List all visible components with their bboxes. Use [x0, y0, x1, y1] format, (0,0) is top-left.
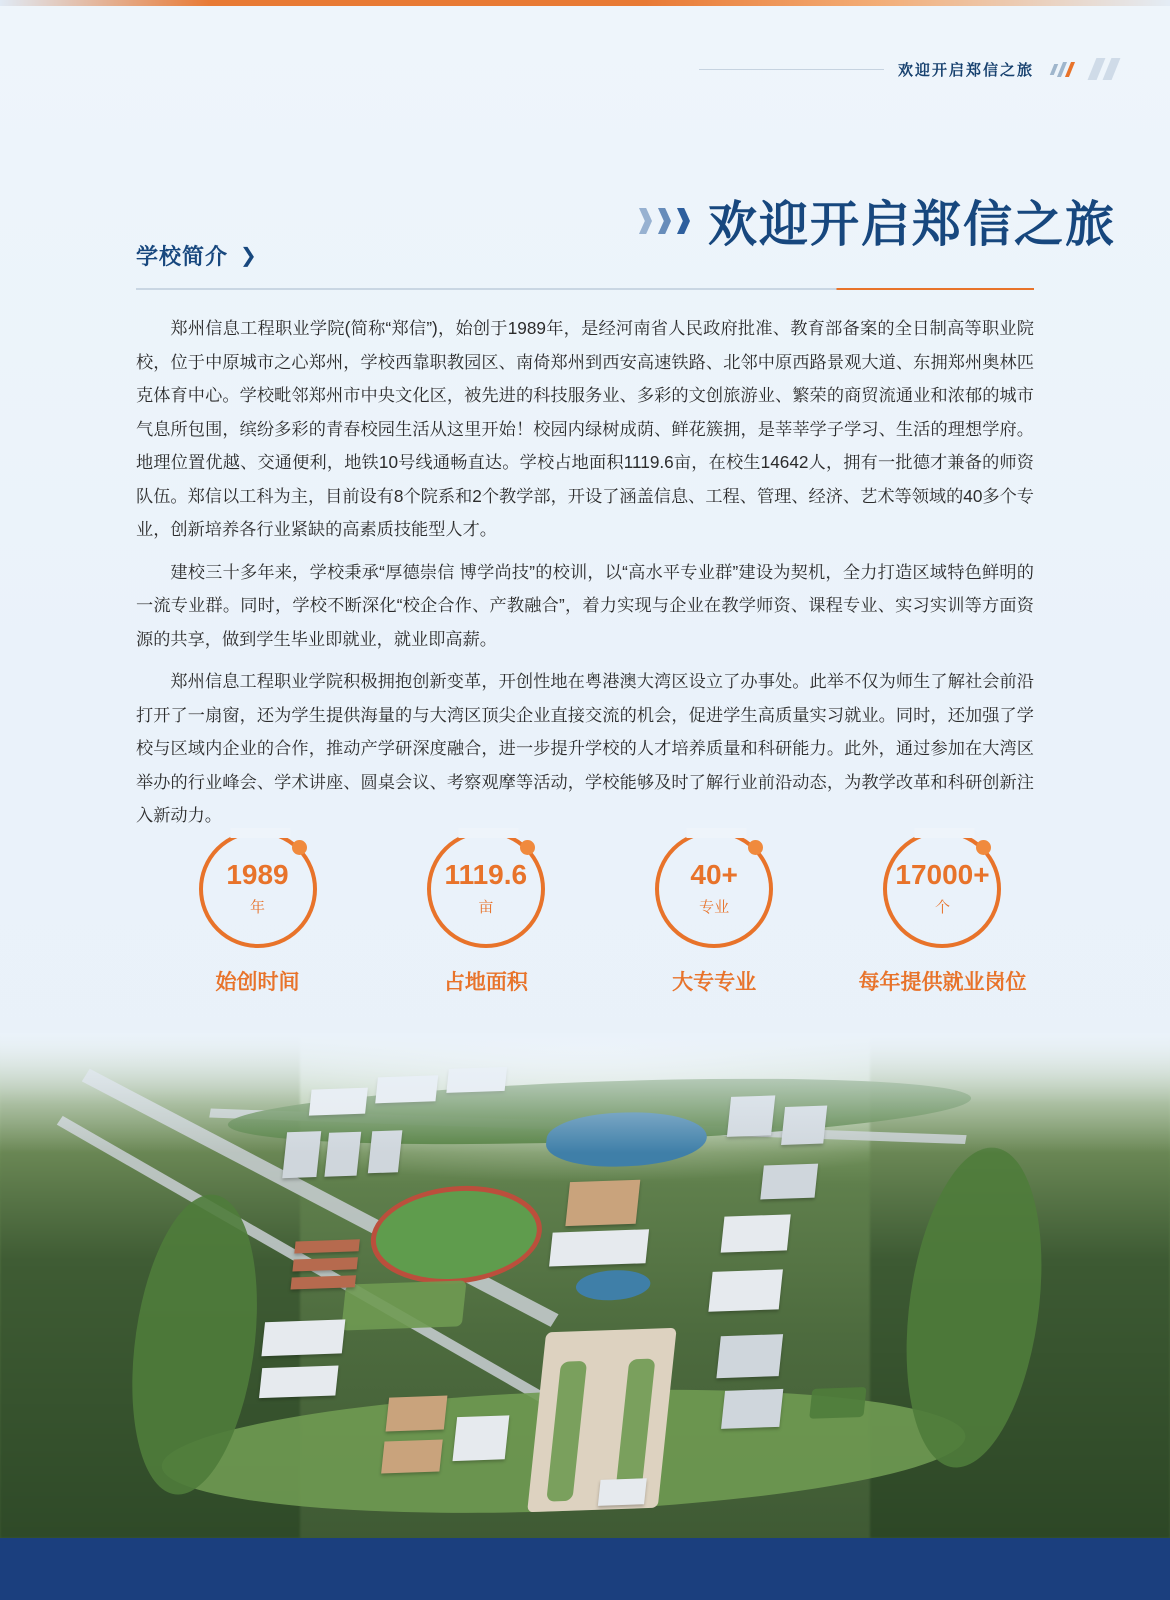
paragraph: 郑州信息工程职业学院积极拥抱创新变革，开创性地在粤港澳大湾区设立了办事处。此举不仅为师生了解社会前沿打开了一扇窗，还为学生提供海量的与大湾区顶尖企业直接交流的机会，促进学生高质量实习就业。同时，还加强了学校与区域内企业的合作，推动产学研深度融合，进一步提升学校的人才培养质量和科研能力。此外，通过参加在大湾区举办的行业峰会、学术讲座、圆桌会议、考察观摩等活动，学校能够及时了解行业前沿动态，为教学改革和科研创新注入新动力。 — [136, 671, 1034, 825]
stat-dot-icon — [520, 840, 535, 855]
stat-value: 17000+ — [895, 859, 990, 890]
building — [549, 1229, 649, 1266]
stats-row — [150, 830, 1050, 996]
stat-dot-icon — [292, 840, 307, 855]
stat-caption: 大专专业 — [672, 971, 757, 994]
sports-track — [366, 1183, 547, 1287]
building — [261, 1319, 345, 1356]
paragraph: 郑州信息工程职业学院(简称“郑信”)，始创于1989年，是经河南省人民政府批准、教育部备案的全日制高等职业院校，位于中原城市之心郑州，学校西靠职教园区、南倚郑州到西安高速铁路、北邻中原西路景观大道、东拥郑州奥林匹克体育中心。学校毗邻郑州市中央文化区，被先进的科技服务业、多彩的文创旅游业、繁荣的商贸流通业和浓郁的城市气息所包围，缤纷多彩的青春校园生活从这里开始！校园内绿树成荫、鲜花簇拥，是莘莘学子学习、生活的理想学府。地理位置优越、交通便利，地铁10号线通畅直达。学校占地面积1119.6亩，在校生14642人，拥有一批德才兼备的师资队伍。郑信以工科为主，目前设有8个院系和2个教学部，开设了涵盖信息、工程、管理、经济、艺术等领域的40多个专业，创新培养各行业紧缺的高素质技能型人才。 — [136, 318, 1034, 539]
stat-unit: 亩 — [478, 899, 494, 916]
running-header — [699, 58, 1116, 80]
stat-unit: 年 — [249, 899, 265, 916]
stat-value: 1989 — [226, 859, 289, 890]
stat-caption: 占地面积 — [443, 971, 528, 994]
building — [259, 1365, 338, 1398]
building — [381, 1440, 443, 1474]
building — [291, 1275, 357, 1289]
slash-decoration-icon — [1052, 62, 1072, 77]
stat-item — [150, 830, 365, 996]
body-copy — [136, 312, 1034, 842]
footer-bar — [0, 1538, 1170, 1600]
building — [721, 1214, 791, 1252]
building — [708, 1269, 783, 1311]
stat-dot-icon — [976, 840, 991, 855]
slash-decoration-large-icon — [1092, 58, 1116, 80]
running-header-text: 欢迎开启郑信之旅 — [897, 61, 1034, 79]
stat-caption: 每年提供就业岗位 — [858, 971, 1027, 994]
chevron-right-icon: ❯ — [240, 245, 257, 267]
section-label: 学校简介 — [136, 244, 229, 269]
stat-value: 40+ — [690, 859, 738, 890]
photo-top-fade — [0, 1033, 1170, 1153]
building — [452, 1415, 509, 1461]
header-rule — [699, 69, 884, 70]
stat-item — [607, 830, 822, 996]
building — [716, 1334, 783, 1378]
building — [292, 1257, 358, 1271]
paragraph: 建校三十多年来，学校秉承“厚德崇信 博学尚技”的校训，以“高水平专业群”建设为契机，全力打造区域特色鲜明的一流专业群。同时，学校不断深化“校企合作、产教融合”，着力实现与企业在教学师资、课程专业、实习实训等方面资源的共享，做到学生毕业即就业，就业即高薪。 — [136, 561, 1034, 649]
building — [760, 1164, 818, 1200]
top-accent-bar — [0, 0, 1170, 6]
stat-item — [378, 830, 593, 996]
stat-value: 1119.6 — [444, 859, 528, 890]
stat-dot-icon — [748, 840, 763, 855]
stat-item — [835, 830, 1050, 996]
page-title-block — [639, 186, 1116, 256]
fountain — [574, 1269, 651, 1302]
stat-caption: 始创时间 — [215, 971, 300, 994]
sports-field — [341, 1280, 466, 1330]
section-divider — [136, 288, 1034, 290]
main-building — [565, 1180, 640, 1226]
stat-ring — [655, 830, 773, 948]
stat-ring — [427, 830, 545, 948]
stat-ring — [199, 830, 317, 948]
building — [294, 1239, 360, 1253]
section-heading — [136, 240, 257, 271]
stat-unit: 个 — [934, 899, 950, 916]
building — [386, 1396, 448, 1432]
stat-unit: 专业 — [699, 899, 730, 916]
soccer-field — [809, 1387, 866, 1419]
page-title: 欢迎开启郑信之旅 — [707, 198, 1116, 252]
building — [598, 1478, 647, 1506]
stat-ring — [883, 830, 1001, 948]
double-chevron-right-icon — [639, 208, 690, 234]
building — [721, 1389, 783, 1429]
campus-aerial-photo — [0, 1033, 1170, 1538]
